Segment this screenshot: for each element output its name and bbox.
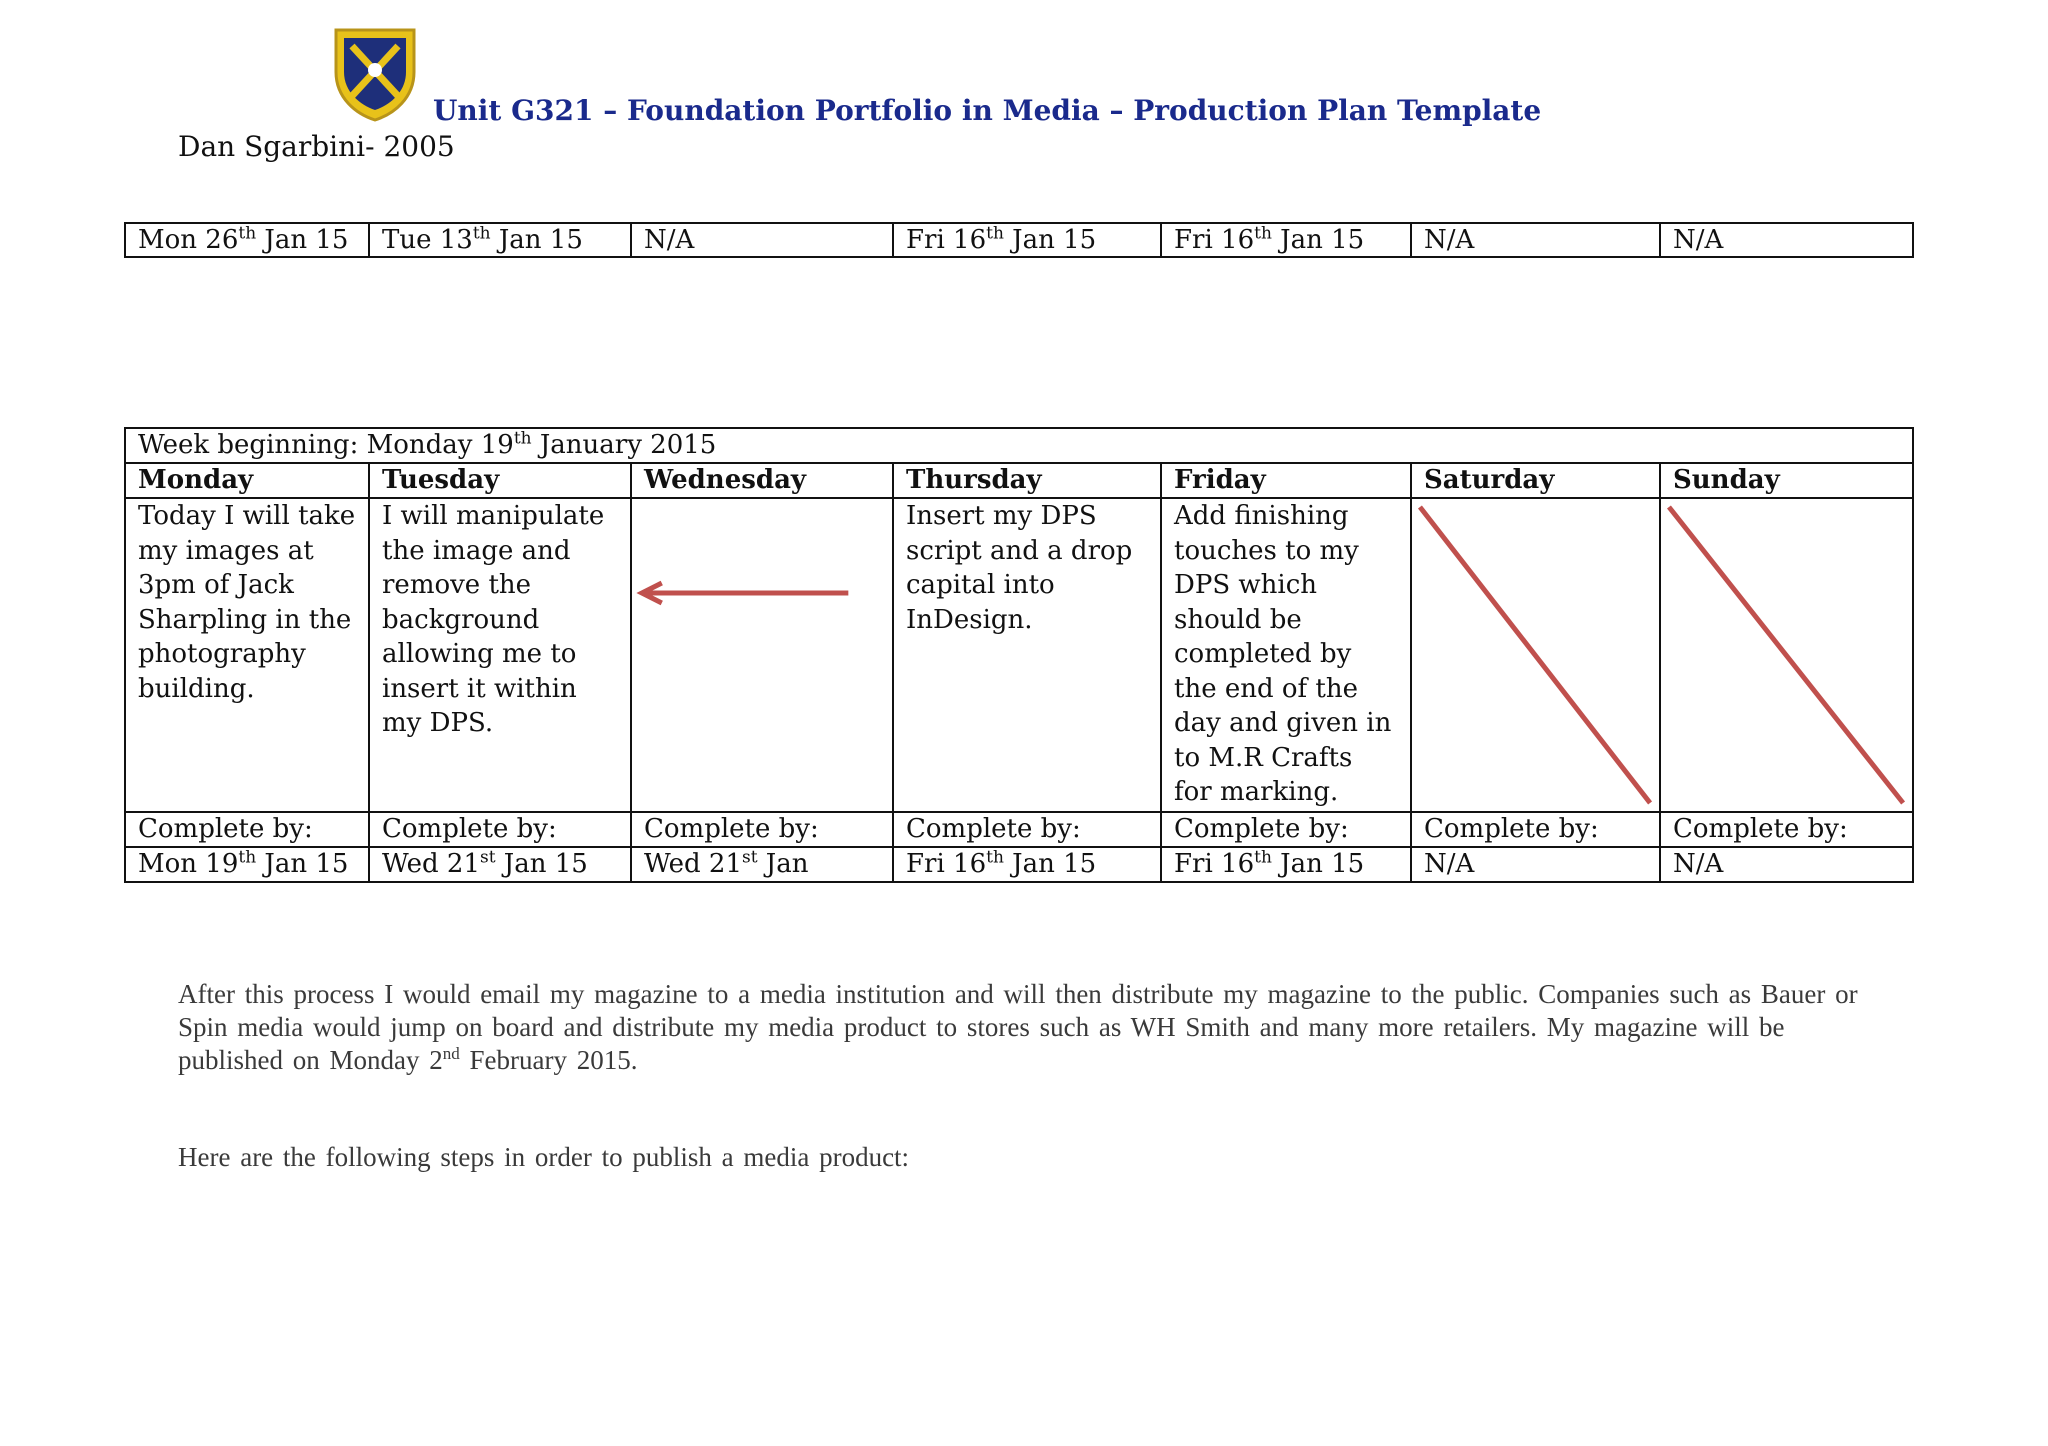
day-header: Friday [1161,463,1411,498]
date-cell: Wed 21st Jan [631,847,893,882]
day-header: Tuesday [369,463,631,498]
complete-by-label: Complete by: [1660,812,1913,847]
strike-through-icon [1412,499,1659,811]
complete-by-label: Complete by: [631,812,893,847]
task-cell: I will manipulate the image and remove the background allowing me to insert it within my DPS. [369,498,631,812]
day-header-row [125,463,1913,498]
date-cell: Tue 13th Jan 15 [369,223,631,257]
date-cell: Fri 16th Jan 15 [1161,847,1411,882]
date-cell: N/A [1660,223,1913,257]
left-arrow-icon [632,499,892,811]
week-beginning-cell: Week beginning: Monday 19th January 2015 [125,428,1913,463]
previous-week-table [124,222,1914,258]
author-line: Dan Sgarbini- 2005 [178,130,455,163]
date-cell: N/A [1411,847,1660,882]
complete-by-label: Complete by: [1161,812,1411,847]
complete-by-label: Complete by: [1411,812,1660,847]
steps-intro-paragraph: Here are the following steps in order to publish a media product: [178,1142,910,1172]
week-plan-table [124,427,1914,883]
date-cell: N/A [631,223,893,257]
distribution-paragraph: After this process I would email my magazine to a media institution and will then distribute my magazine to the public. Companies such as Bauer or Spin media would jump on board and distribute my media product to stores such as WH Smith and many more retailers. My magazine will be published on Monday 2nd February 2015. [178,979,1858,1075]
task-row [125,498,1913,812]
document-title: Unit G321 – Foundation Portfolio in Media – Production Plan Template [433,94,1542,127]
task-cell-sunday [1660,498,1913,812]
day-header: Wednesday [631,463,893,498]
complete-by-label: Complete by: [369,812,631,847]
day-header: Thursday [893,463,1161,498]
complete-by-label-row [125,812,1913,847]
date-cell: N/A [1660,847,1913,882]
date-cell: Mon 19th Jan 15 [125,847,369,882]
date-cell: Wed 21st Jan 15 [369,847,631,882]
date-cell: Fri 16th Jan 15 [1161,223,1411,257]
task-cell: Insert my DPS script and a drop capital into InDesign. [893,498,1161,812]
task-cell: Add finishing touches to my DPS which should be completed by the end of the day and given in to M.R Crafts for marking. [1161,498,1411,812]
task-cell: Today I will take my images at 3pm of Jack Sharpling in the photography building. [125,498,369,812]
complete-by-row [125,223,1913,257]
day-header: Sunday [1660,463,1913,498]
week-beginning-row [125,428,1913,463]
task-cell-saturday [1411,498,1660,812]
complete-by-label: Complete by: [893,812,1161,847]
complete-by-date-row [125,847,1913,882]
school-crest-icon [330,24,420,124]
date-cell: N/A [1411,223,1660,257]
date-cell: Mon 26th Jan 15 [125,223,369,257]
complete-by-label: Complete by: [125,812,369,847]
strike-through-icon [1661,499,1912,811]
task-cell-wednesday [631,498,893,812]
day-header: Saturday [1411,463,1660,498]
day-header: Monday [125,463,369,498]
date-cell: Fri 16th Jan 15 [893,847,1161,882]
date-cell: Fri 16th Jan 15 [893,223,1161,257]
